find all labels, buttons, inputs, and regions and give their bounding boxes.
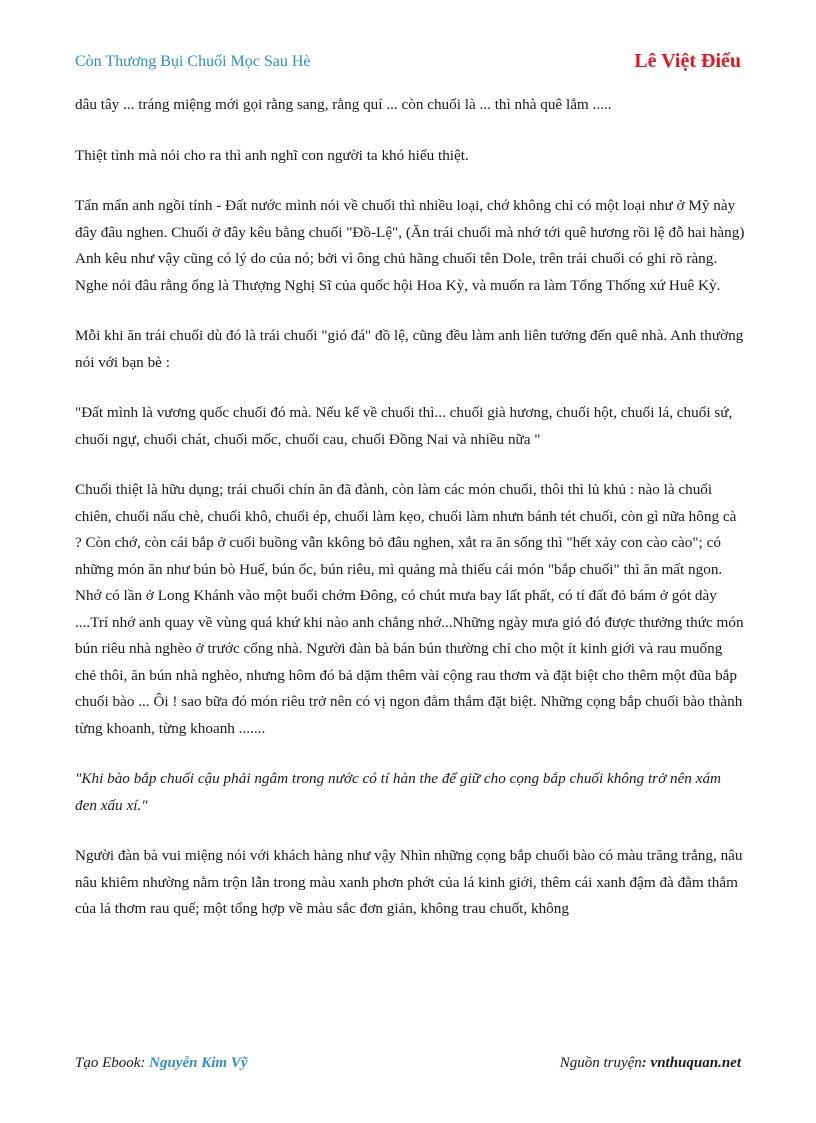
ebook-credit-separator: : [140, 1055, 150, 1071]
source-credit-separator: : [641, 1055, 651, 1071]
page-header [75, 50, 741, 78]
paragraph: Mỗi khi ăn trái chuối dù đó là trái chuối "gió đá" đồ lệ, cũng đều làm anh liên tưởng đến quê nhà. Anh thường nói với bạn bè : [75, 327, 744, 371]
quoted-paragraph: "Khi bào bắp chuối cậu phải ngâm trong nước có tí hàn the để giữ cho cọng bắp chuối không trở nên xám đen xấu xí." [75, 770, 722, 814]
ebook-creator-name: Nguyễn Kim Vỹ [149, 1055, 248, 1071]
source-credit [560, 1055, 741, 1072]
source-credit-label: Nguồn truyện [559, 1055, 642, 1071]
page-body [75, 92, 745, 947]
paragraph: Tẩn mẩn anh ngồi tính - Đất nước mình nói về chuối thì nhiều loại, chớ không chỉ có một loại như ở Mỹ này đây đâu nghen. Chuối ở đây kêu bằng chuối "Đồ-Lệ", (Ăn trái chuối mà nhớ tới quê hương rồi lệ đỗ hai hàng) Anh kêu như vậy cũng có lý do của nó; bởi vì ông chủ hãng chuối tên Dole, trên trái chuối có ghi rõ ràng. Nghe nói đâu rằng ổng là Thượng Nghị Sĩ của quốc hội Hoa Kỳ, và muốn ra làm Tổng Thống xứ Huê Kỳ. [75, 197, 745, 294]
source-site: vnthuquan.net [650, 1055, 741, 1071]
ebook-credit [75, 1055, 248, 1072]
author-name: Lê Việt Điểu [634, 50, 741, 72]
paragraph: "Đất mình là vương quốc chuối đó mà. Nếu kể về chuối thì... chuối già hương, chuối hột, chuối lá, chuối sứ, chuối ngự, chuối chát, chuối mốc, chuối cau, chuối Đồng Nai và nhiều nữa " [75, 404, 733, 448]
paragraph: Người đàn bà vui miệng nói với khách hàng như vậy Nhìn những cọng bắp chuối bào có màu trăng trắng, nâu nâu khiêm nhường nằm trộn lẫn trong màu xanh phơn phớt của lá kinh giới, thêm cái xanh đậm đà đằm thắm của lá thơm rau quế; một tổng hợp về màu sắc đơn giản, không trau chuốt, không [75, 847, 743, 917]
paragraph: Thiệt tình mà nói cho ra thì anh nghĩ con người ta khó hiểu thiệt. [75, 146, 469, 164]
ebook-credit-label: Tạo Ebook [75, 1055, 141, 1071]
paragraph: Chuối thiệt là hữu dụng; trái chuối chín ăn đã đành, còn làm các món chuối, thôi thì lủ khủ : nào là chuối chiên, chuối nấu chè, chuối khô, chuối ép, chuối làm kẹo, chuối làm nhưn bánh tét chuối, còn gì nữa hông cà ? Còn chớ, còn cái bắp ở cuối buồng vẫn kkông bỏ đâu nghen, xắt ra ăn sống thì "hết xảy con cào cào"; có những món ăn như bún bò Huế, bún ốc, bún riêu, mì quảng mà thiếu cái món "bắp chuối" thì ăn mất ngon. Nhớ có lần ở Long Khánh vào một buổi chớm Đông, có chút mưa bay lất phất, có tí đất đỏ bám ở gót dày ....Trí nhớ anh quay về vùng quá khứ khi nào anh chẳng nhớ...Những ngày mưa gió đó được thưởng thức món bún riêu nhà nghèo ở trước cổng nhà. Người đàn bà bán bún thường chỉ cho một ít kinh giới và rau muống chẻ thôi, ăn bún nhà nghèo, nhưng hôm đó bả dặm thêm vài cộng rau thơm và đặt biệt cho thêm một đũa bắp chuối bào ... Ôi ! sao bữa đó món riêu trở nên có vị ngon đằm thắm đặt biệt. Những cọng bắp chuối bào thành từng khoanh, từng khoanh ....... [75, 481, 744, 737]
paragraph: dâu tây ... tráng miệng mới gọi rằng sang, rằng quí ... còn chuối là ... thì nhà quê lắm ..... [75, 96, 612, 113]
book-title: Còn Thương Bụi Chuối Mọc Sau Hè [75, 53, 311, 70]
page-footer [75, 1055, 741, 1077]
